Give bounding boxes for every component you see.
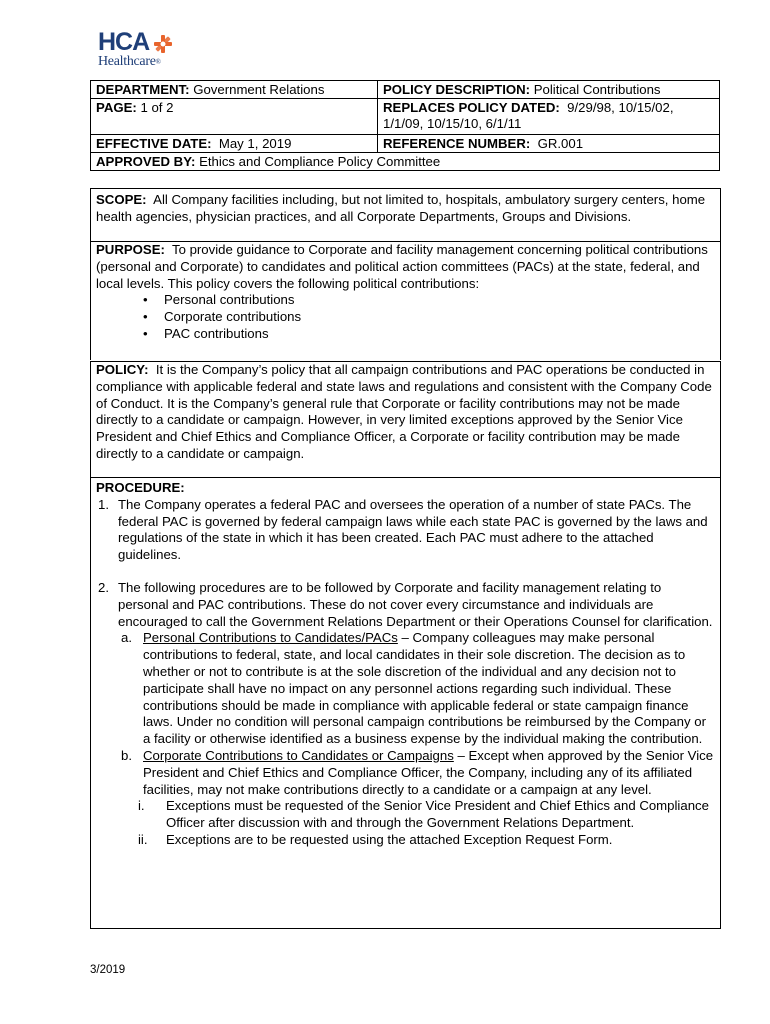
procedure-item-2b-ii: ii. Exceptions are to be requested using the attached Exception Request Form. xyxy=(138,831,613,847)
hca-healthcare-logo xyxy=(98,30,188,70)
policy-header-table xyxy=(90,80,720,171)
purpose-list xyxy=(96,292,715,342)
reference-number-cell: REFERENCE NUMBER: GR.001 xyxy=(378,135,720,153)
page-cell: PAGE: 1 of 2 xyxy=(91,99,378,135)
logo-star-icon xyxy=(153,34,173,54)
logo-brand: HCA xyxy=(98,28,150,56)
procedure-item-2: 2. The following procedures are to be followed by Corporate and facility management relating to personal and PAC contributions. These do not cover every circumstance and individuals are encouraged to call the Government Relations Department or their Operations Counsel for clarification. xyxy=(98,579,713,629)
procedure-item-2b-i: i. Exceptions must be requested of the Senior Vice President and Chief Ethics and Compliance Officer after discussion with and through the Government Relations Department. xyxy=(138,798,709,831)
approved-by-cell: APPROVED BY: Ethics and Compliance Policy Committee xyxy=(91,153,720,171)
effective-date-cell: EFFECTIVE DATE: May 1, 2019 xyxy=(91,135,378,153)
replaces-policy-cell: REPLACES POLICY DATED: 9/29/98, 10/15/02, 1/1/09, 10/15/10, 6/1/11 xyxy=(378,99,720,135)
department-cell: DEPARTMENT: Government Relations xyxy=(91,81,378,99)
procedure-item-1: 1. The Company operates a federal PAC and oversees the operation of a number of state PACs. The federal PAC is governed by federal campaign laws while each state PAC is governed by the laws and regulations of the state in which it has been created. Each PAC must adhere to the attached guidelines. xyxy=(98,496,708,563)
footer-date: 3/2019 xyxy=(90,964,126,976)
procedure-item-2b: b. Corporate Contributions to Candidates or Campaigns – Except when approved by the Senior Vice President and Chief Ethics and Compliance Officer, the Company, including any of its affiliated facilities, may not make contributions directly to a candidate or a campaign at any level. xyxy=(121,747,714,797)
purpose-section: PURPOSE: To provide guidance to Corporate and facility management concerning political contributions (personal and Corporate) to candidates and political action committees (PACs) at the state, federal, and local levels. This policy covers the following political contributions: • Personal contributions • Corporate contributions • PAC contributions xyxy=(90,241,721,360)
policy-description-cell: POLICY DESCRIPTION: Political Contributions xyxy=(378,81,720,99)
policy-section: POLICY: It is the Company’s policy that all campaign contributions and PAC operations be conducted in compliance with applicable federal and state laws and regulations and consistent with the Company Code of Conduct. It is the Company’s general rule that Corporate or facility contributions may not be made directly to a candidate or campaign. However, in very limited exceptions approved by the Senior Vice President and Chief Ethics and Compliance Officer, a Corporate or facility contribution may be made directly to a candidate or campaign. xyxy=(90,361,721,477)
list-item: • PAC contributions xyxy=(96,326,715,343)
logo-subtitle: Healthcare® xyxy=(98,54,161,69)
list-item: • Personal contributions xyxy=(96,292,715,309)
scope-section: SCOPE: All Company facilities including, but not limited to, hospitals, ambulatory surgery centers, home health agencies, physician practices, and all Corporate Departments, Groups and Divisions. xyxy=(90,188,721,242)
procedure-item-2a: a. Personal Contributions to Candidates/PACs – Company colleagues may make personal contributions to federal, state, and local candidates in their sole discretion. The decision as to whether or not to contribute is at the sole discretion of the individual and any decision not to participate shall have no impact on any personnel actions regarding such individual. These contributions should be made in compliance with applicable federal or state campaign finance laws. Under no condition will personal campaign contributions be reimbursed by the Company or a facility or otherwise identified as a business expense by the individual making the contribution. xyxy=(121,630,706,747)
list-item: • Corporate contributions xyxy=(96,309,715,326)
procedure-section: PROCEDURE: 1. The Company operates a federal PAC and oversees the operation of a number of state PACs. The federal PAC is governed by federal campaign laws while each state PAC is governed by the laws and regulations of the state in which it has been created. Each PAC must adhere to the attached guidelines. 2. The following procedures are to be followed by Corporate and facility management relating to personal and PAC contributions. These do not cover every circumstance and individuals are encouraged to call the Government Relations Department or their Operations Counsel for clarification. a. Personal Contributions to Candidates/PACs – Company colleagues may make personal contributions to federal, state, and local candidates in their sole discretion. The decision as to whether or not to contribute is at the sole discretion of the individual and any decision not to participate shall have no impact on any personnel actions regarding such individual. These contributions should be made in compliance with applicable federal or state campaign finance laws. Under no condition will personal campaign contributions be reimbursed by the Company or a facility or otherwise identified as a business expense by the individual making the contribution. b. Corporate Contributions to Candidates or Campaigns – Except when approved by the Senior Vice President and Chief Ethics and Compliance Officer, the Company, including any of its affiliated facilities, may not make contributions directly to a candidate or a campaign at any level. i. Exceptions must be requested of the Senior Vice President and Chief Ethics and Compliance Officer after discussion with and through the Government Relations Department. ii. Exceptions are to be requested using the attached Exception Request Form. xyxy=(90,477,721,929)
